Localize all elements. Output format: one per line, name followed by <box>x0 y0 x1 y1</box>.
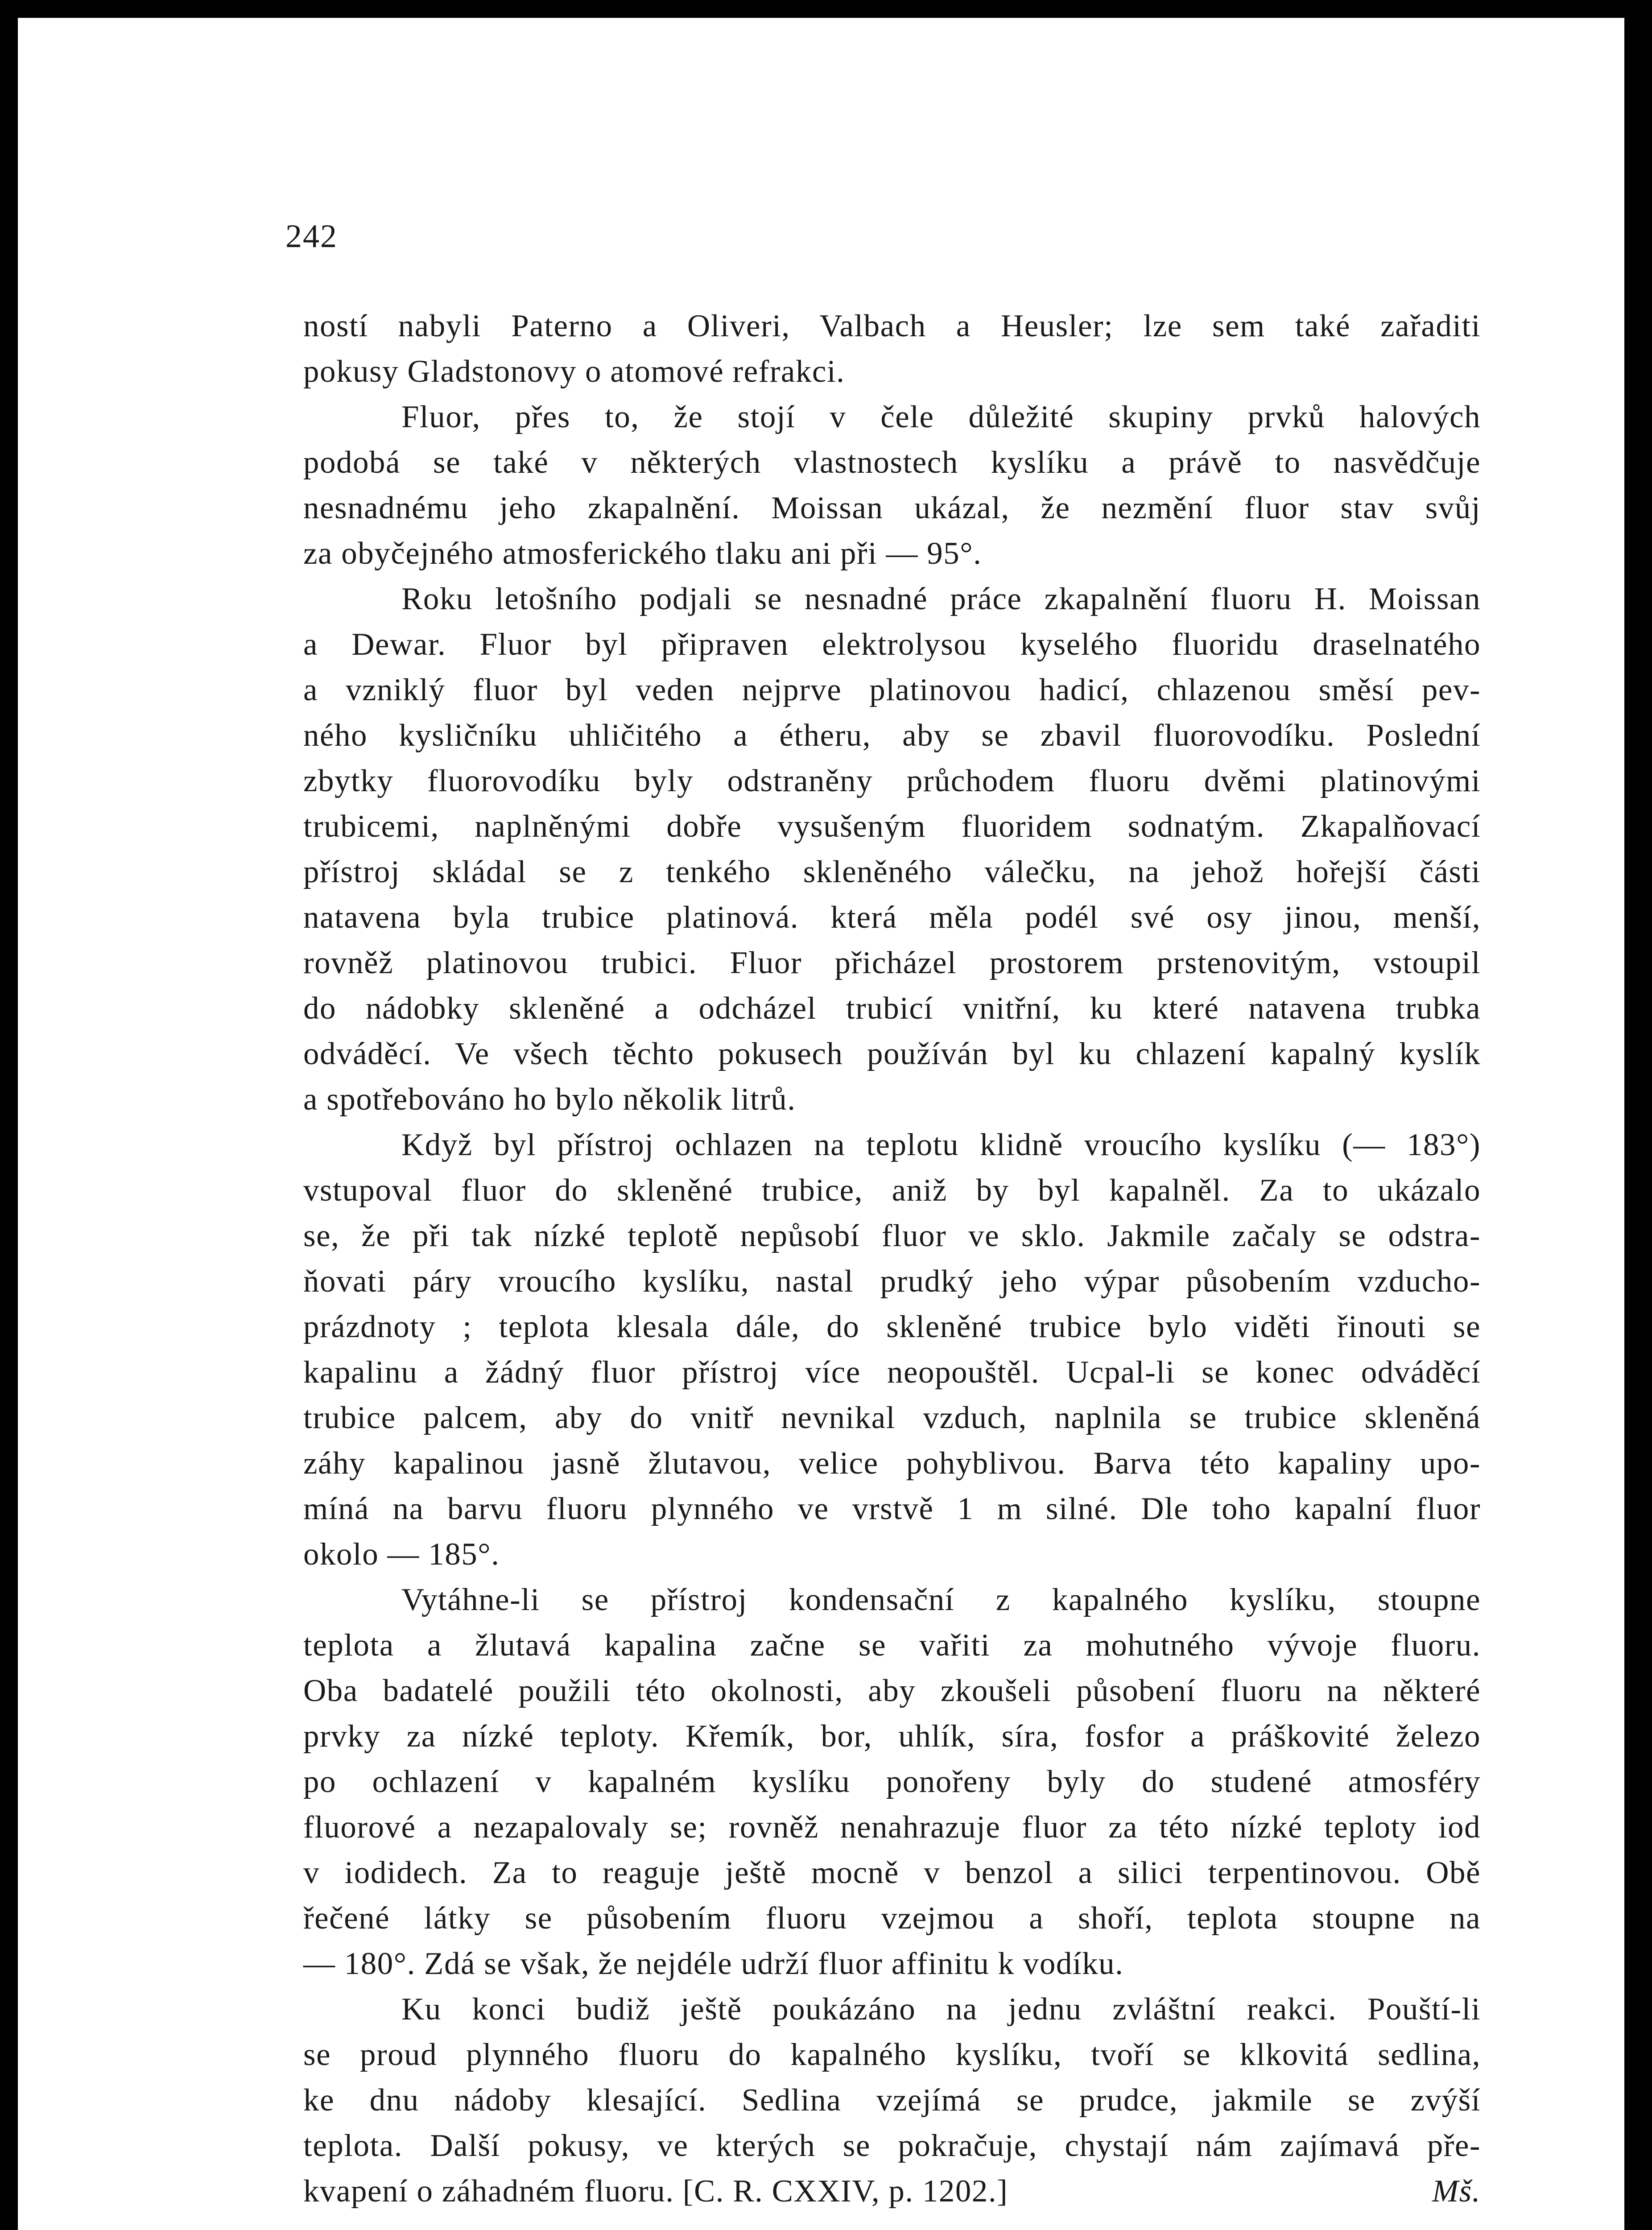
page-sheet <box>18 18 1624 2230</box>
text-line: prvky za nízké teploty. Křemík, bor, uhlík, síra, fosfor a práškovité železo <box>303 1719 1481 1754</box>
text-line: zbytky fluorovodíku byly odstraněny průchodem fluoru dvěmi platinovými <box>303 764 1481 798</box>
text-line: a Dewar. Fluor byl připraven elektrolysou kyselého fluoridu draselnatého <box>303 627 1481 662</box>
paragraph-1 <box>303 303 1481 394</box>
text-line: přístroj skládal se z tenkého skleněného válečku, na jehož hořejší části <box>303 855 1481 889</box>
paragraph-3 <box>303 576 1481 1122</box>
text-line: řečené látky se působením fluoru vzejmou a shoří, teplota stoupne na <box>303 1901 1481 1936</box>
text-line: prázdnoty ; teplota klesala dále, do skleněné trubice bylo viděti řinouti se <box>303 1309 1481 1344</box>
text-line: natavena byla trubice platinová. která měla podél své osy jinou, menší, <box>303 900 1481 935</box>
text-line: za obyčejného atmosferického tlaku ani při — 95°. <box>303 536 982 571</box>
text-line: ke dnu nádoby klesající. Sedlina vzejímá se prudce, jakmile se zvýší <box>303 2083 1481 2118</box>
text-line: podobá se také v některých vlastnostech kyslíku a právě to nasvědčuje <box>303 445 1481 480</box>
paragraph-5 <box>303 1577 1481 1986</box>
text-line: ností nabyli Paterno a Oliveri, Valbach a Heusler; lze sem také zařaditi <box>303 309 1481 343</box>
text-line: po ochlazení v kapalném kyslíku ponořeny byly do studené atmosféry <box>303 1764 1481 1799</box>
text-line: Oba badatelé použili této okolnosti, aby zkoušeli působení fluoru na některé <box>303 1673 1481 1708</box>
paragraph-6 <box>303 1986 1481 2214</box>
text-line: v iodidech. Za to reaguje ještě mocně v benzol a silici terpentinovou. Obě <box>303 1855 1481 1890</box>
text-line: Když byl přístroj ochlazen na teplotu klidně vroucího kyslíku (— 183°) <box>401 1127 1481 1162</box>
text-line: kvapení o záhadném fluoru. [C. R. CXXIV, p. 1202.] <box>303 2174 1008 2209</box>
text-line: vstupoval fluor do skleněné trubice, aniž by byl kapalněl. Za to ukázalo <box>303 1173 1481 1208</box>
page-number: 242 <box>285 218 338 255</box>
closing-line <box>303 2168 1481 2214</box>
text-line: rovněž platinovou trubici. Fluor přicházel prostorem prstenovitým, vstoupil <box>303 946 1481 980</box>
text-line: a vzniklý fluor byl veden nejprve platinovou hadicí, chlazenou směsí pev- <box>303 673 1481 707</box>
text-line: Ku konci budiž ještě poukázáno na jednu zvláštní reakci. Pouští-li <box>401 1992 1481 2027</box>
text-line: do nádobky skleněné a odcházel trubicí vnitřní, ku které natavena trubka <box>303 991 1481 1026</box>
text-line: trubice palcem, aby do vnitř nevnikal vzduch, naplnila se trubice skleněná <box>303 1400 1481 1435</box>
text-line: teplota. Další pokusy, ve kterých se pokračuje, chystají nám zajímavá pře- <box>303 2128 1481 2163</box>
text-line: nesnadnému jeho zkapalnění. Moissan ukázal, že nezmění fluor stav svůj <box>303 491 1481 525</box>
text-line: záhy kapalinou jasně žlutavou, velice pohyblivou. Barva této kapaliny upo- <box>303 1446 1481 1481</box>
text-line: a spotřebováno ho bylo několik litrů. <box>303 1082 796 1117</box>
text-line: fluorové a nezapalovaly se; rovněž nenahrazuje fluor za této nízké teploty iod <box>303 1810 1481 1845</box>
text-line: okolo — 185°. <box>303 1537 500 1572</box>
text-line: odváděcí. Ve všech těchto pokusech používán byl ku chlazení kapalný kyslík <box>303 1037 1481 1071</box>
text-line: se proud plynného fluoru do kapalného kyslíku, tvoří se klkovitá sedlina, <box>303 2037 1481 2072</box>
text-line: trubicemi, naplněnými dobře vysušeným fluoridem sodnatým. Zkapalňovací <box>303 809 1481 844</box>
text-line: se, že při tak nízké teplotě nepůsobí fluor ve sklo. Jakmile začaly se odstra- <box>303 1218 1481 1253</box>
text-line: Vytáhne-li se přístroj kondensační z kapalného kyslíku, stoupne <box>401 1582 1481 1617</box>
article-body <box>303 303 1481 2214</box>
paragraph-2 <box>303 394 1481 576</box>
text-line: ného kysličníku uhličitého a étheru, aby se zbavil fluorovodíku. Poslední <box>303 718 1481 753</box>
text-line: — 180°. Zdá se však, že nejdéle udrží fluor affinitu k vodíku. <box>303 1946 1124 1981</box>
text-line: pokusy Gladstonovy o atomové refrakci. <box>303 354 845 389</box>
text-line: Fluor, přes to, že stojí v čele důležité skupiny prvků halových <box>401 400 1481 434</box>
text-line: Roku letošního podjali se nesnadné práce zkapalnění fluoru H. Moissan <box>401 582 1481 616</box>
text-line: kapalinu a žádný fluor přístroj více neopouštěl. Ucpal-li se konec odváděcí <box>303 1355 1481 1390</box>
text-line: ňovati páry vroucího kyslíku, nastal prudký jeho výpar působením vzducho- <box>303 1264 1481 1299</box>
paragraph-4 <box>303 1122 1481 1577</box>
text-line: míná na barvu fluoru plynného ve vrstvě 1 m silné. Dle toho kapalní fluor <box>303 1491 1481 1526</box>
author-signature: Mš. <box>1432 2174 1481 2209</box>
text-line: teplota a žlutavá kapalina začne se vařiti za mohutného vývoje fluoru. <box>303 1628 1481 1663</box>
